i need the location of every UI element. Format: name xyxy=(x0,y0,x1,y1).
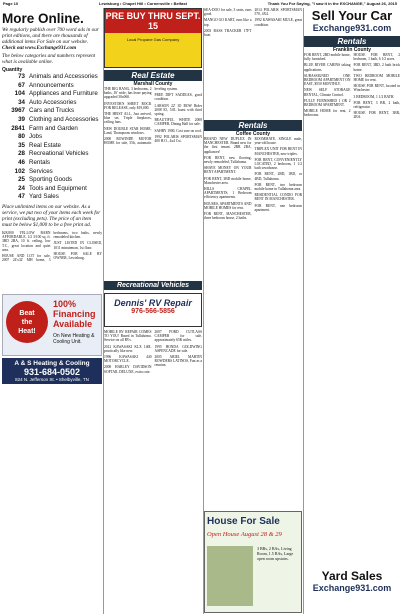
category-count: 35 xyxy=(18,141,25,149)
category-label: Clothing and Accessories xyxy=(29,115,99,123)
dennis-name: Dennis' RV Repair xyxy=(114,298,192,308)
category-row[interactable] xyxy=(2,159,102,168)
category-count: 104 xyxy=(14,90,25,98)
a-and-s-phone: 931-684-0502 xyxy=(23,366,81,377)
category-row[interactable] xyxy=(2,176,102,185)
real-estate-header: Real Estate xyxy=(104,70,202,81)
category-count: 102 xyxy=(14,167,25,175)
category-row[interactable] xyxy=(2,168,102,177)
category-row[interactable] xyxy=(2,99,102,108)
beat-heat-badge: Beat the Heat! xyxy=(6,301,48,343)
category-label: Real Estate xyxy=(29,141,61,149)
subhead: The below categories and numbers represent what is available online. xyxy=(2,53,96,65)
category-label: Jobs xyxy=(29,133,43,141)
category-row[interactable] xyxy=(2,116,102,125)
thanks-line: Thank You For Saying, "I saw it in the EXCHANGE," August 26, 2015 xyxy=(267,1,397,6)
county-label: Franklin County xyxy=(332,47,372,53)
category-row[interactable] xyxy=(2,107,102,116)
yard-sales-title: Yard Sales xyxy=(321,569,383,583)
category-count: 67 xyxy=(18,81,25,89)
category-row[interactable] xyxy=(2,73,102,82)
classified-ads-block: $28,800 YELLOW BARN AFFORDABLE, 1/2 3/100 sq. ft. 3BD 2BA, 10 ft. ceiling, low T.C., great location and quiet area. HOUSE AND LOT for sale, 2007 24'x32' MH home, 3 bedrooms, two baths, newly remodeled kitchen. JUST LISTED IN CLOSED, 1011 minuteman, 1st floor. HOUSE FOR SALE BY OWNER, Lewisburg. xyxy=(2,230,102,263)
pre-buy-banner: PRE BUY THRU SEPT. 15 xyxy=(105,11,201,31)
beat-heat-ad xyxy=(2,294,102,356)
rentals-header: Rentals xyxy=(204,120,302,131)
pre-buy-ad xyxy=(104,8,202,68)
category-label: Cars and Trucks xyxy=(29,107,75,115)
column-rentals xyxy=(204,8,302,614)
exchange-logo-2: Exchange931.com xyxy=(312,583,392,593)
category-label: Animals and Accessories xyxy=(29,73,98,80)
rental-listings: BRAND NEW DUPLEX IN MANCHESTER. Brand new for the first tenant. 2BR 2BA, appliances! FOR RENT, new flooring, newly remodeled, Tullahoma. SHAVE MONEY ON YOUR RENT APARTMENT. FOR RENT, 3BD mobile home, Manchester area. HILLS CHAPEL APARTMENTS, 1 Bedroom efficiency apartments. HOUSES, APARTMENTS AND MOBILE HOMES for rent. FOR RENT, MANCHESTER, three bedroom house, 2 baths. ROOMMATE, SINGLE male, year-old house. TRIPLEX UNIT FOR RENT IN MANCHESTER, new triplex. FOR RENT, CONVENIENTLY LOCATED, 2 bedroom, 1 1/2 bath townhouse. FOR RENT, 2BD, 1BD, or 4BD, Tullahoma. FOR RENT, two bedroom mobile home in Tullahoma area. RESIDENTIAL CONDO FOR RENT IN MANCHESTER. FOR RENT, one bedroom apartment. xyxy=(204,137,302,221)
real-estate-listings: THE BIG BANG, 3 bedrooms, 2 baths, 16' wide, has lease paying upgraded 30x060. INVESTOR'S SHEET ROCK FOR RELEASE, only $19,000. THE HEIST ALL, Just arrived, blue set, Triple fireplaces, ceiling fans. NEW DOUBLE STAR HOME, Land, Thompsons windows. 2000 ROWINDE MOTOR HOME for sale, 35ft, automatic leveling system. FREE DIFT SADDLES, good condition. LARSON 22' IO BOW Rider 2008 IO, 5.0L boast with third spring. BEAUTIFUL WHITE 2008 CAMPER, Dining Hall for sale. SAHRY 1900, Cost sure on roof. 1992 POLARIS SPORTSMAN 400 H.O., 4x4 Cst. xyxy=(104,87,202,146)
category-row[interactable] xyxy=(2,150,102,159)
a-and-s-ad xyxy=(2,358,102,384)
rv-listings: MOBILE RV REPAIR COMES TO YOU! Based in Tullahoma. Service on all RVs. 2012 KAWASAKI KLX 140L practically like new. 1996 KAWASAKI 440 MOTORCYCLE. 2008 HARLEY DAVIDSON SOFTAIL DELUXE, extra cute. 2007 FORD CUTLASS CAMPER for sale, approximately 65K miles. 1995 HONDA GOLDWING ASPENCADE for sale. 2005 ARIEL MARTIN ROWDERS LATINOS, Fun as a reunion. xyxy=(104,330,202,374)
category-label: Services xyxy=(29,167,53,175)
heating-note: On New Heating & Cooling Unit. xyxy=(53,332,95,345)
intro-text: We regularly publish over 700 word ads in our print editions, and there are thousands of additional items For Sale on our website. xyxy=(2,27,99,45)
category-count: 2841 xyxy=(11,124,25,132)
rental-listings-top: SEA-DOO for sale, 3 seats, runs good. MANGO GO KART, runs like a top. 2003 BASS TRACKER 17FT boat. 2014 POLARIS SPORTSMAN 570, 4X4. 1992 KAWASAKI MULE, great condition. xyxy=(204,8,302,38)
paper-name: Lewisburg • Chapel Hill • Cornersville • Belfast xyxy=(98,1,187,6)
county-label: Marshall County xyxy=(133,81,173,87)
category-label: Yard Sales xyxy=(29,193,59,201)
category-row[interactable] xyxy=(2,82,102,91)
more-online-title: More Online. xyxy=(2,11,84,26)
website-link[interactable]: Check out www.Exchange931.com xyxy=(2,45,77,51)
category-count: 25 xyxy=(18,176,25,184)
house-photo xyxy=(207,546,253,606)
category-count: 34 xyxy=(18,98,25,106)
category-label: Recreational Vehicles xyxy=(29,150,89,158)
a-and-s-address: 824 N. Jefferson St. • Shelbyville, TN xyxy=(15,376,89,382)
rentals-header: Rentals xyxy=(304,36,400,47)
franklin-rental-listings: FOR RENT, 2BD mobile home, fully furnished. BLUE RIVER CABINS taking applications. SUBASSIGNED ONE BEDROOM APARTMENT ON EAST, $550 MONTHLY. NEW SELF STORAGE RENTAL, Climate Control. FULLY FURNISHED 1 OR 2 BEDROOM APARTMENT. MOBILE HOME for rent, 2 bedrooms. HOUSE FOR RENT, 2 bedroom, 1 bath, 6 1/2 acres. FOR RENT, 3BD, 2 bath brick home. TWO BEDROOM MOBILE HOME for rent. HOUSE FOR RENT, located in Winchester. 3 BEDROOM, 1 1/2 BATH. FOR RENT, 3 BR, 2 bath, refrigerator. HOUSE FOR RENT, 3BR, 2BA. xyxy=(304,53,400,120)
a-and-s-name: A & S Heating & Cooling xyxy=(14,359,90,367)
category-row[interactable] xyxy=(2,193,102,202)
category-count: 80 xyxy=(18,133,25,141)
page-header xyxy=(0,0,400,7)
county-label: Coffee County xyxy=(235,131,271,137)
category-count: 3967 xyxy=(11,107,25,115)
sell-your-car-header xyxy=(304,8,400,33)
category-count: 24 xyxy=(18,184,25,192)
category-count: 39 xyxy=(18,115,25,123)
house-details: 3 BRs, 2 BAs, Living Room, 1.5 BAs, Large open room upstairs. xyxy=(257,546,294,561)
column-real-estate xyxy=(104,8,202,614)
category-row[interactable] xyxy=(2,185,102,194)
category-count: 47 xyxy=(18,193,25,201)
category-row[interactable] xyxy=(2,142,102,151)
category-label: Appliances and Furniture xyxy=(29,90,98,98)
category-count: 46 xyxy=(18,158,25,166)
exchange-logo: Exchange931.com xyxy=(312,23,392,33)
category-count: 28 xyxy=(18,150,25,158)
category-label: Announcements xyxy=(29,81,74,89)
column-more-online xyxy=(2,8,102,614)
category-label: Sporting Goods xyxy=(29,176,72,184)
house-for-sale-title: House For Sale xyxy=(207,516,280,527)
quantity-label: Quantity xyxy=(2,67,23,73)
category-label: Farm and Garden xyxy=(29,124,78,132)
category-row[interactable] xyxy=(2,125,102,134)
yard-sales-header xyxy=(304,569,400,593)
dennis-phone: 976-566-5856 xyxy=(131,308,175,315)
category-list xyxy=(2,73,102,202)
category-label: Tools and Equipment xyxy=(29,184,87,192)
category-row[interactable] xyxy=(2,133,102,142)
column-sell-car xyxy=(304,8,400,614)
propane-note: Local Propane Gas Company xyxy=(126,37,180,42)
open-house-text: Open House August 28 & 29 xyxy=(207,531,282,538)
category-count: 73 xyxy=(18,73,25,80)
category-row[interactable] xyxy=(2,90,102,99)
print-note: Place unlimited items on our website. As a service, we put two of your items each week for print (excluding pets). The price of an item must be below $1,000 to be a free print ad. xyxy=(2,203,101,228)
page-number: Page 10 xyxy=(3,1,19,6)
house-for-sale-ad xyxy=(204,511,302,613)
financing-text: 100% Financing Available xyxy=(53,298,96,329)
sell-title: Sell Your Car xyxy=(311,8,393,23)
dennis-rv-ad xyxy=(104,293,202,327)
rv-header: Recreational Vehicles xyxy=(104,281,202,290)
category-label: Rentals xyxy=(29,158,50,166)
category-label: Auto Accessories xyxy=(29,98,77,106)
